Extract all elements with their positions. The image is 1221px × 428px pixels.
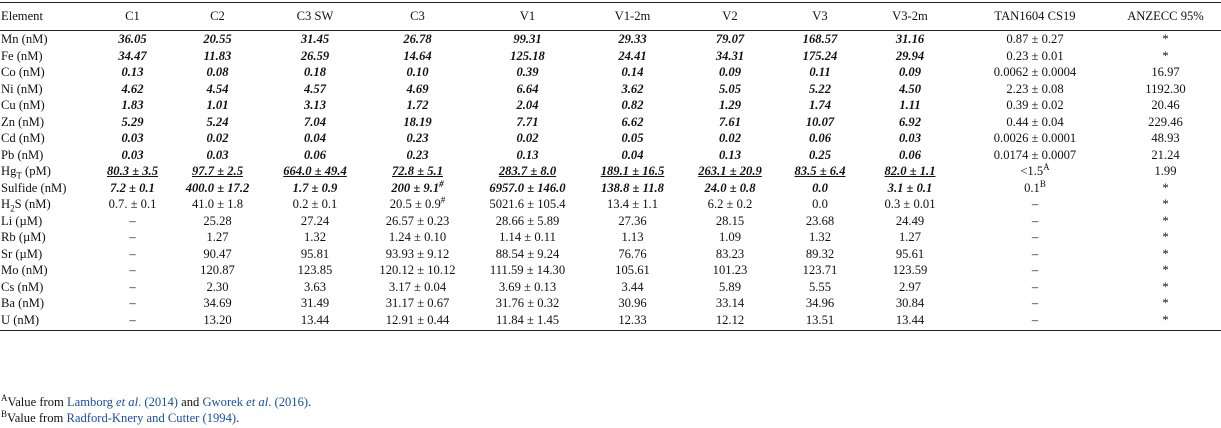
- table-cell: 175.24: [802, 48, 838, 63]
- table-cell: 12.33: [585, 312, 680, 331]
- tan1604-cell: 0.0026 ± 0.0001: [993, 131, 1077, 146]
- column-header: C3: [365, 3, 470, 31]
- element-label: Mo (nM): [1, 263, 48, 278]
- table-cell: 0.14: [621, 65, 644, 80]
- table-cell: 10.07: [805, 114, 835, 129]
- column-header: Element: [0, 3, 95, 31]
- table-cell: 0.05: [621, 131, 644, 146]
- anzecc-cell: 20.46: [1151, 98, 1180, 113]
- table-cell: 4.57: [303, 81, 327, 96]
- table-row: [0, 147, 1221, 164]
- table-cell: 1.11: [899, 98, 921, 113]
- table-cell: 1.27: [206, 230, 229, 245]
- element-label: Pb (nM): [1, 147, 44, 162]
- table-row: [0, 196, 1221, 213]
- table-cell: 0.3 ± 0.01: [884, 197, 936, 212]
- table-cell: 0.08: [206, 65, 229, 80]
- table-cell: 28.15: [715, 213, 745, 228]
- footnote-marker: A: [1, 392, 8, 403]
- table-cell: 31.16: [895, 32, 925, 47]
- table-cell: 1.32: [808, 230, 832, 245]
- tan1604-cell: –: [1031, 296, 1039, 311]
- table-cell: 14.64: [403, 48, 432, 63]
- table-cell: 7.71: [516, 114, 539, 129]
- table-cell: 3.63: [303, 279, 327, 294]
- table-cell: –: [129, 246, 136, 261]
- table-cell: 41.0 ± 1.8: [192, 197, 243, 212]
- table-cell: 101.23: [712, 263, 748, 278]
- table-cell: 1.09: [718, 230, 742, 245]
- table-row: [0, 180, 1221, 197]
- table-row: [0, 48, 1221, 65]
- anzecc-cell: *: [1162, 296, 1169, 311]
- header-row: [0, 3, 1221, 31]
- table-cell: 30.96: [618, 296, 647, 311]
- table-cell: 99.31: [513, 32, 542, 47]
- table-cell: 82.0 ± 1.1: [884, 164, 936, 179]
- table-row: [0, 163, 1221, 180]
- element-label: U (nM): [0, 312, 95, 331]
- table-cell: 3.1 ± 0.1: [887, 180, 933, 195]
- table-cell: 18.19: [403, 114, 432, 129]
- table-cell: –: [129, 263, 136, 278]
- table-cell: 34.31: [715, 48, 745, 63]
- table-cell: 1.72: [406, 98, 429, 113]
- footnote-text: .: [236, 411, 240, 425]
- table-cell: –: [95, 312, 170, 331]
- table-cell: 6.62: [621, 114, 644, 129]
- table-cell: 26.59: [300, 48, 330, 63]
- footnote-marker: B: [1, 408, 8, 419]
- table-cell: 5.29: [121, 114, 144, 129]
- table-row: [0, 97, 1221, 114]
- column-header: V1-2m: [585, 3, 680, 31]
- footnote-text: Value from: [7, 395, 67, 409]
- table-cell: 263.1 ± 20.9: [698, 164, 762, 179]
- table-cell: 0.02: [718, 131, 742, 146]
- table-cell: 125.18: [510, 48, 545, 63]
- tan1604-cell: 0.0174 ± 0.0007: [993, 147, 1077, 162]
- table-cell: 0.2 ± 0.1: [292, 197, 338, 212]
- table-cell: 89.32: [805, 246, 835, 261]
- table-row: [0, 81, 1221, 98]
- table-cell: 2.04: [516, 98, 539, 113]
- table-cell: 28.66 ± 5.89: [495, 213, 560, 228]
- table-cell: 11.83: [203, 48, 232, 63]
- table-cell: 1.7 ± 0.9: [292, 180, 338, 195]
- table-cell: 3.69 ± 0.13: [498, 279, 557, 294]
- tan1604-cell: –: [960, 312, 1110, 331]
- table-cell: –: [129, 213, 136, 228]
- tan1604-cell: 0.87 ± 0.27: [1006, 32, 1064, 47]
- table-cell: 6.2 ± 0.2: [707, 197, 753, 212]
- table-cell: 189.1 ± 16.5: [600, 164, 665, 179]
- table-row: [0, 213, 1221, 230]
- anzecc-cell: *: [1162, 263, 1169, 278]
- element-label: $H_2S$ (nM): [1, 197, 51, 214]
- table-cell: 0.03: [121, 147, 144, 162]
- element-label: Ba (nM): [1, 296, 45, 311]
- tan1604-cell: –: [1031, 230, 1039, 245]
- anzecc-cell: 16.97: [1151, 65, 1180, 80]
- table-cell: 29.33: [618, 32, 647, 47]
- table-cell: 83.5 ± 6.4: [794, 164, 846, 179]
- column-header: TAN1604 CS19: [960, 3, 1110, 31]
- table-cell: 12.12: [680, 312, 780, 331]
- table-cell: 13.51: [780, 312, 860, 331]
- table-cell: 90.47: [203, 246, 232, 261]
- table-cell: 13.44: [860, 312, 960, 331]
- anzecc-cell: *: [1162, 230, 1169, 245]
- tan1604-cell: –: [1031, 213, 1039, 228]
- table-cell: 1.27: [898, 230, 922, 245]
- table-cell: 120.12 ± 10.12: [379, 263, 456, 278]
- anzecc-cell: *: [1110, 312, 1221, 331]
- table-cell: 0.06: [898, 147, 922, 162]
- table-cell: 0.04: [621, 147, 644, 162]
- table-cell: 5.24: [206, 114, 229, 129]
- element-label: Cu (nM): [1, 98, 45, 113]
- anzecc-cell: 1.99: [1154, 164, 1177, 179]
- table-cell: 3.17 ± 0.04: [388, 279, 447, 294]
- table-cell: 30.84: [895, 296, 925, 311]
- table-cell: 27.24: [300, 213, 330, 228]
- table-cell: –: [129, 296, 136, 311]
- tan1604-cell: $0.1^B$: [1024, 178, 1046, 195]
- table-cell: 29.94: [895, 48, 925, 63]
- table-cell: 0.13: [121, 65, 144, 80]
- table-cell: 0.06: [303, 147, 327, 162]
- table-cell: 95.81: [300, 246, 330, 261]
- tan1604-cell: $<1.5^A$: [1020, 162, 1050, 179]
- table-cell: 88.54 ± 9.24: [495, 246, 560, 261]
- element-label: Co (nM): [1, 65, 45, 80]
- table-cell: 95.61: [895, 246, 925, 261]
- table-cell: 0.09: [718, 65, 742, 80]
- table-cell: 5.55: [808, 279, 832, 294]
- table-cell: 0.09: [898, 65, 922, 80]
- element-label: Sr (µM): [1, 246, 43, 261]
- reference-link-lamborg[interactable]: Lamborg et al. (2014): [66, 395, 178, 409]
- table-cell: 25.28: [203, 213, 232, 228]
- table-cell: 400.0 ± 17.2: [185, 180, 250, 195]
- element-label: Cs (nM): [1, 279, 44, 294]
- table-cell: 120.87: [200, 263, 235, 278]
- element-label: $Hg_T$ (pM): [1, 164, 51, 181]
- table-cell: 13.4 ± 1.1: [607, 197, 658, 212]
- table-cell: 31.76 ± 0.32: [495, 296, 560, 311]
- table-cell: 1.74: [808, 98, 832, 113]
- table-cell: 3.62: [621, 81, 644, 96]
- table-cell: 7.61: [718, 114, 742, 129]
- table-cell: 76.76: [618, 246, 647, 261]
- table-cell: 0.03: [121, 131, 144, 146]
- table-cell: 0.03: [206, 147, 229, 162]
- anzecc-cell: *: [1162, 213, 1169, 228]
- table-cell: 4.69: [406, 81, 429, 96]
- tan1604-cell: –: [1031, 246, 1039, 261]
- table-cell: 97.7 ± 2.5: [192, 164, 243, 179]
- table-cell: 200 ± 9.1#: [391, 178, 444, 195]
- table-cell: 0.02: [206, 131, 229, 146]
- anzecc-cell: *: [1162, 197, 1169, 212]
- column-header: V3-2m: [860, 3, 960, 31]
- table-cell: 3.44: [621, 279, 644, 294]
- table-cell: 0.13: [718, 147, 742, 162]
- table-cell: 27.36: [618, 213, 647, 228]
- element-label: Mn (nM): [1, 32, 48, 47]
- table-row: [0, 130, 1221, 147]
- table-cell: 4.62: [121, 81, 144, 96]
- tan1604-cell: 2.23 ± 0.08: [1006, 81, 1064, 96]
- element-label: Ni (nM): [1, 81, 43, 96]
- anzecc-cell: *: [1162, 48, 1169, 63]
- table-cell: 138.8 ± 11.8: [601, 180, 664, 195]
- table-cell: 5.22: [808, 81, 832, 96]
- anzecc-cell: 1192.30: [1145, 81, 1186, 96]
- anzecc-cell: *: [1162, 279, 1169, 294]
- table-cell: 34.96: [805, 296, 835, 311]
- element-label: Fe (nM): [1, 48, 43, 63]
- table-footnotes: [1, 394, 311, 426]
- table-cell: 0.10: [406, 65, 429, 80]
- reference-link-gworek[interactable]: Gworek et al. (2016): [202, 395, 309, 409]
- anzecc-cell: 48.93: [1151, 131, 1180, 146]
- tan1604-cell: 0.44 ± 0.04: [1006, 114, 1064, 129]
- table-cell: 0.39: [516, 65, 539, 80]
- table-cell: 1.24 ± 0.10: [388, 230, 447, 245]
- table-cell: 111.59 ± 14.30: [489, 263, 566, 278]
- anzecc-cell: *: [1162, 32, 1169, 47]
- table-cell: 664.0 ± 49.4: [283, 164, 347, 179]
- table-cell: 80.3 ± 3.5: [107, 164, 158, 179]
- tan1604-cell: 0.23 ± 0.01: [1006, 48, 1064, 63]
- table-cell: 31.17 ± 0.67: [385, 296, 450, 311]
- element-label: Zn (nM): [1, 114, 45, 129]
- table-cell: 0.18: [303, 65, 327, 80]
- tan1604-cell: –: [1031, 197, 1039, 212]
- footnote-text: and: [177, 395, 203, 409]
- table-cell: 0.23: [406, 147, 429, 162]
- tan1604-cell: 0.0062 ± 0.0004: [993, 65, 1077, 80]
- table-cell: 93.93 ± 9.12: [385, 246, 450, 261]
- table-cell: 1.13: [621, 230, 644, 245]
- table-cell: 3.13: [303, 98, 327, 113]
- table-cell: 20.55: [203, 32, 232, 47]
- table-cell: 7.2 ± 0.1: [110, 180, 155, 195]
- table-cell: 83.23: [715, 246, 745, 261]
- table-cell: 20.5 ± 0.9#: [389, 195, 446, 212]
- element-label: Rb (µM): [1, 230, 46, 245]
- table-cell: 0.02: [516, 131, 539, 146]
- table-cell: 34.69: [203, 296, 232, 311]
- table-row: [0, 312, 1221, 331]
- footnote-text: .: [308, 395, 312, 409]
- table-cell: 0.25: [808, 147, 832, 162]
- tan1604-cell: –: [1031, 279, 1039, 294]
- table-cell: 0.03: [898, 131, 922, 146]
- table-cell: 123.71: [802, 263, 838, 278]
- table-cell: 5.89: [718, 279, 742, 294]
- table-cell: 105.61: [615, 263, 650, 278]
- table-cell: 26.78: [403, 32, 432, 47]
- table-row: [0, 64, 1221, 81]
- table-cell: –: [129, 230, 136, 245]
- table-cell: 168.57: [802, 32, 838, 47]
- table-row: [0, 114, 1221, 131]
- table-row: [0, 279, 1221, 296]
- table-cell: 13.20: [170, 312, 265, 331]
- table-cell: 123.85: [297, 263, 333, 278]
- anzecc-cell: 21.24: [1151, 147, 1180, 162]
- table-cell: 34.47: [118, 48, 147, 63]
- table-cell: 11.84 ± 1.45: [470, 312, 585, 331]
- table-cell: 24.49: [895, 213, 925, 228]
- column-header: C3 SW: [265, 3, 365, 31]
- table-cell: 1.32: [303, 230, 327, 245]
- element-concentration-table: [0, 2, 1221, 331]
- anzecc-cell: *: [1162, 180, 1169, 195]
- table-cell: 31.45: [300, 32, 330, 47]
- table-cell: 2.30: [206, 279, 229, 294]
- table-body: [0, 31, 1221, 331]
- table-cell: 4.50: [898, 81, 922, 96]
- table-cell: 1.83: [121, 98, 144, 113]
- table-cell: 33.14: [715, 296, 745, 311]
- table-cell: 24.0 ± 0.8: [704, 180, 756, 195]
- table-cell: 79.07: [715, 32, 745, 47]
- table-cell: 0.04: [303, 131, 327, 146]
- table-cell: 0.23: [406, 131, 429, 146]
- column-header: ANZECC 95%: [1110, 3, 1221, 31]
- table-cell: 7.04: [303, 114, 327, 129]
- table-cell: 4.54: [206, 81, 229, 96]
- column-header: V2: [680, 3, 780, 31]
- table-cell: 123.59: [892, 263, 928, 278]
- anzecc-cell: *: [1162, 246, 1169, 261]
- table-cell: 1.29: [718, 98, 742, 113]
- tan1604-cell: –: [1031, 263, 1039, 278]
- table-cell: 2.97: [898, 279, 922, 294]
- table-cell: 23.68: [805, 213, 835, 228]
- column-header: V3: [780, 3, 860, 31]
- table-row: [0, 295, 1221, 312]
- table-cell: 1.01: [206, 98, 229, 113]
- table-cell: 0.0: [812, 197, 828, 212]
- reference-link-radford-knery[interactable]: Radford-Knery and Cutter (1994): [66, 411, 237, 425]
- table-cell: 6957.0 ± 146.0: [489, 180, 566, 195]
- table-cell: –: [129, 279, 136, 294]
- table-cell: 31.49: [300, 296, 330, 311]
- table-cell: 5.05: [718, 81, 742, 96]
- footnote-a: [1, 394, 311, 410]
- table-cell: 6.64: [516, 81, 539, 96]
- column-header: C1: [95, 3, 170, 31]
- footnote-b: [1, 410, 311, 426]
- table-cell: 283.7 ± 8.0: [498, 164, 557, 179]
- table-cell: 13.44: [265, 312, 365, 331]
- table-cell: 72.8 ± 5.1: [392, 164, 443, 179]
- column-header: C2: [170, 3, 265, 31]
- table-row: [0, 31, 1221, 48]
- table-cell: 12.91 ± 0.44: [365, 312, 470, 331]
- table-cell: 5021.6 ± 105.4: [489, 197, 566, 212]
- table-cell: 26.57 ± 0.23: [385, 213, 450, 228]
- tan1604-cell: 0.39 ± 0.02: [1006, 98, 1064, 113]
- table-cell: 0.82: [621, 98, 644, 113]
- table-cell: 24.41: [618, 48, 647, 63]
- table-row: [0, 262, 1221, 279]
- table-cell: 0.06: [808, 131, 832, 146]
- table-row: [0, 246, 1221, 263]
- table-cell: 36.05: [118, 32, 147, 47]
- element-label: Li (µM): [1, 213, 43, 228]
- table-cell: 0.13: [516, 147, 539, 162]
- anzecc-cell: 229.46: [1148, 114, 1183, 129]
- table-cell: 6.92: [898, 114, 922, 129]
- column-header: V1: [470, 3, 585, 31]
- table-row: [0, 229, 1221, 246]
- table-cell: 0.0: [812, 180, 828, 195]
- table-cell: 0.11: [809, 65, 831, 80]
- element-label: Sulfide (nM): [1, 180, 67, 195]
- footnote-text: Value from: [7, 411, 67, 425]
- element-label: Cd (nM): [1, 131, 45, 146]
- table-cell: 0.7. ± 0.1: [108, 197, 157, 212]
- table-cell: 1.14 ± 0.11: [499, 230, 556, 245]
